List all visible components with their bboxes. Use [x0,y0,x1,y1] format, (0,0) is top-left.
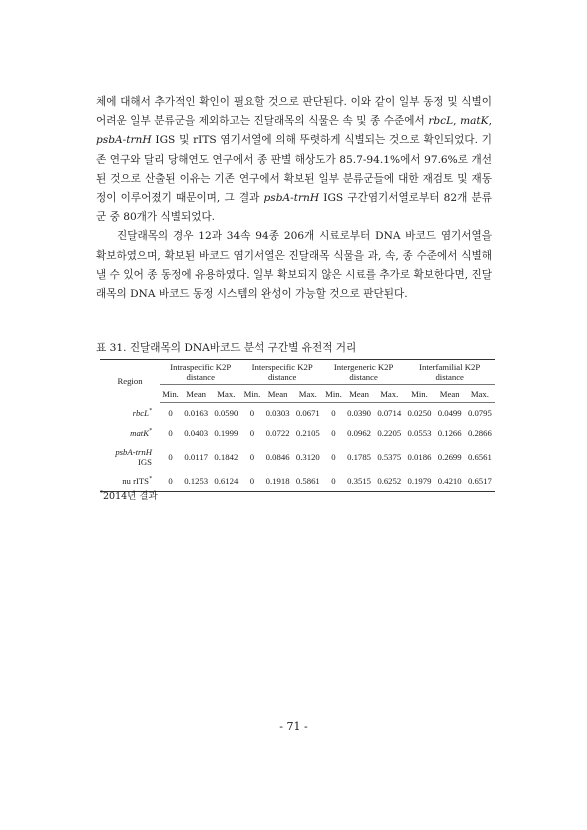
group-header-line: distance [267,372,297,382]
value-cell: 0 [249,428,255,438]
table-footnote [100,491,158,503]
group-header-line: distance [435,372,464,382]
region-cell: nu rITS* [100,471,160,492]
group-header-interspecific [241,360,322,385]
value-cell: 0.0846 [265,452,290,462]
value-cell: 0.0163 [184,408,209,418]
value-cell: 0 [160,471,181,492]
gene-name: psbA-trnH [263,192,320,205]
subheader-cell: Min. [323,385,344,403]
value-cell: 0.2105 [295,428,320,438]
subheader-cell: Min. [160,385,181,403]
group-header-interfamilial [404,360,495,385]
region-cell: psbA-trnH IGS [115,447,152,467]
value-cell: 0.0671 [295,408,320,418]
table-row [100,403,495,424]
value-cell: 0.2866 [467,428,492,438]
value-cell: 0.1979 [404,471,434,492]
value-cell: 0 [331,408,336,418]
group-header-intergeneric [323,360,404,385]
footnote-mark: * [100,489,103,497]
table-caption: 표 31. 진달래목의 DNA바코드 분석 구간별 유전적 거리 [96,342,357,354]
value-cell: 0.6517 [465,471,495,492]
value-cell: 0.0250 [407,408,432,418]
value-cell: 0.1918 [263,471,293,492]
subheader-cell: Max. [374,385,404,403]
subheader-cell: Mean [263,385,293,403]
group-header-line: distance [349,372,378,382]
value-cell: 0.5375 [377,452,402,462]
paragraph-1: 체에 대해서 추가적인 확인이 필요할 것으로 판단된다. 이와 같이 일부 동정 및 식별이 어려운 일부 분류군을 제외하고는 진달래목의 식물은 속 및 종 수준에서 rbcL, matK, psbA-trnH IGS 및 rITS 염기서열에 의해 뚜렷하게 식별되는 것으로 확인되었다. 기존 연구와 달리 당해연도 연구에서 종 판별 해상도가 85.7-94.1%에서 97.6%로 개선된 것으로 산출된 이유는 기존 연구에서 확보된 일부 분류군들에 대한 재검토 및 재동정이 이루어졌기 때문이며, 그 결과 psbA-trnH IGS 구간염기서열로부터 82개 분류군 중 80개가 식별되었다. [96,96,492,224]
region-cell: rbcL* [132,407,152,418]
group-header-line: Intraspecific K2P [170,362,232,372]
value-cell: 0 [249,408,255,418]
value-cell: 0.0714 [377,408,402,418]
value-cell: 0 [331,428,336,438]
value-cell: 0.0962 [347,428,371,438]
value-cell: 0 [249,452,255,462]
subheader-cell: Mean [344,385,374,403]
value-cell: 0.0795 [467,408,492,418]
value-cell: 0.1253 [181,471,211,492]
gene-name: matK [460,115,489,128]
value-cell: 0.1785 [347,452,371,462]
value-cell: 0.0390 [347,408,371,418]
subheader-cell: Min. [241,385,262,403]
body-text [96,93,492,304]
group-header-line: Interfamilial K2P [419,362,481,372]
subheader-cell: Mean [181,385,211,403]
value-cell: 0.6561 [467,452,492,462]
subheader-cell: Max. [293,385,323,403]
group-header-line: Interspecific K2P [251,362,313,372]
value-cell: 0.0722 [265,428,290,438]
value-cell: 0 [323,471,344,492]
page-number: - 71 - [279,720,308,733]
value-cell: 0.3515 [344,471,374,492]
value-cell: 0.0403 [184,428,209,438]
value-cell: 0.1266 [437,428,462,438]
value-cell: 0 [168,408,173,418]
value-cell: 0.6124 [211,471,241,492]
value-cell: 0.0553 [407,428,432,438]
group-header-intraspecific [160,360,241,385]
subheader-cell: Min. [404,385,434,403]
value-cell: 0 [168,452,173,462]
value-cell: 0 [331,452,336,462]
value-cell: 0.0590 [214,408,239,418]
group-header-line: distance [186,372,215,382]
value-cell: 0.2205 [377,428,402,438]
value-cell: 0.4210 [435,471,465,492]
paragraph-2: 진달래목의 경우 12과 34속 94종 206개 시료로부터 DNA 바코드 염기서열을 확보하였으며, 확보된 바코드 염기서열은 진달래목 식물을 과, 속, 종 수준에서 식별해 낼 수 있어 종 동정에 유용하였다. 일부 확보되지 않은 시료를 추가로 확보한다면, 진달래목의 DNA 바코드 동정 시스템의 완성이 가능할 것으로 판단된다. [96,230,492,301]
gene-name: psbA-trnH [96,134,152,147]
table-row [100,443,495,471]
value-cell: 0.6252 [374,471,404,492]
table-row [100,423,495,443]
group-header-line: Intergeneric K2P [333,362,394,372]
table-body [100,403,495,492]
gene-name: rbcL [428,115,454,128]
value-cell: 0.1999 [214,428,239,438]
value-cell: 0.1842 [214,452,239,462]
value-cell: 0 [241,471,262,492]
subheader-cell: Mean [435,385,465,403]
table-row [100,471,495,492]
value-cell: 0.0303 [265,408,290,418]
value-cell: 0.3120 [295,452,320,462]
value-cell: 0.0186 [407,452,432,462]
value-cell: 0.0499 [437,408,462,418]
value-cell: 0.0117 [184,452,208,462]
value-cell: 0.2699 [437,452,462,462]
genetic-distance-table [100,359,495,492]
subheader-row [100,385,495,403]
value-cell: 0.5861 [293,471,323,492]
region-header: Region [100,360,160,403]
region-cell: matK* [130,428,152,438]
value-cell: 0 [168,428,173,438]
subheader-cell: Max. [211,385,241,403]
footnote-text: 2014년 결과 [103,491,158,502]
subheader-cell: Max. [465,385,495,403]
